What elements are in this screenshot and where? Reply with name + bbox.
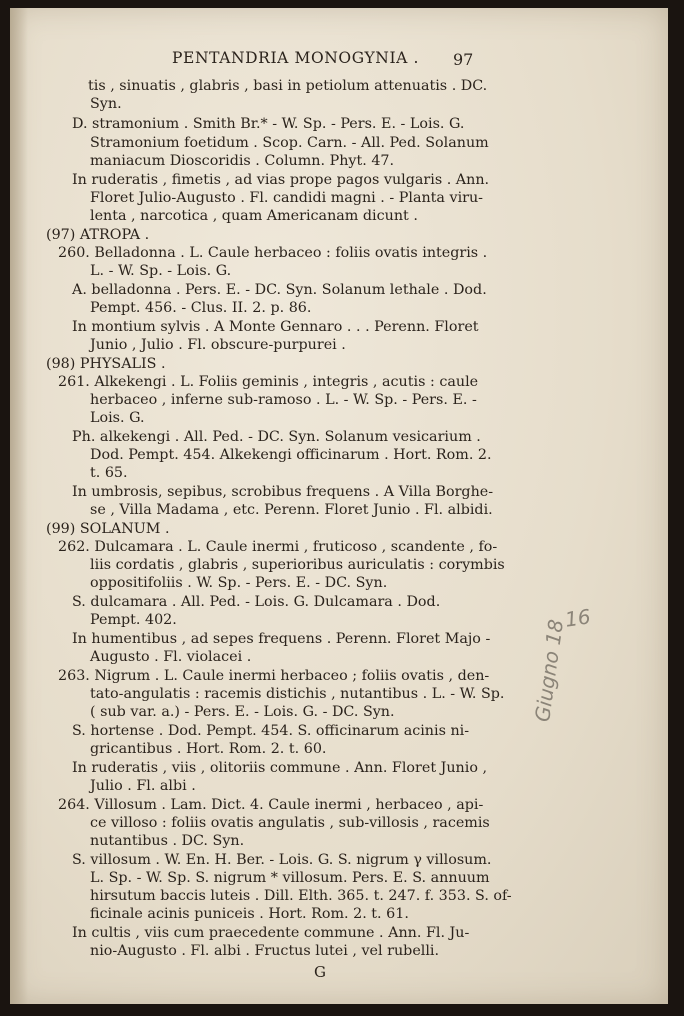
species-entry: 261. Alkekengi . L. Foliis geminis , integris , acutis : caule <box>58 374 479 390</box>
text-line: hirsutum baccis luteis . Dill. Elth. 365. t. 247. f. 353. S. of- <box>90 888 512 904</box>
text-line: Lois. G. <box>90 410 145 426</box>
text-line: Augusto . Fl. violacei . <box>90 649 252 665</box>
handwritten-margin-number: 16 <box>563 604 592 632</box>
handwritten-margin-note: Giugno 18 <box>530 617 569 724</box>
text-line: L. Sp. - W. Sp. S. nigrum * villosum. Pers. E. S. annuum <box>90 870 490 886</box>
species-entry: 262. Dulcamara . L. Caule inermi , fruticoso , scandente , fo- <box>58 539 498 555</box>
text-line: maniacum Dioscoridis . Column. Phyt. 47. <box>90 153 395 169</box>
text-line: nio-Augusto . Fl. albi . Fructus lutei , vel rubelli. <box>90 943 440 959</box>
text-line: In cultis , viis cum praecedente commune . Ann. Fl. Ju- <box>72 925 470 941</box>
text-line: S. hortense . Dod. Pempt. 454. S. officinarum acinis ni- <box>72 723 470 739</box>
species-entry: 260. Belladonna . L. Caule herbaceo : foliis ovatis integris . <box>58 245 488 261</box>
text-line: Pempt. 456. - Clus. II. 2. p. 86. <box>90 300 312 316</box>
text-line: S. villosum . W. En. H. Ber. - Lois. G. S. nigrum γ villosum. <box>72 852 492 868</box>
text-line: Floret Julio-Augusto . Fl. candidi magni . - Planta viru- <box>90 190 484 206</box>
text-line: ce villoso : foliis ovatis angulatis , sub-villosis , racemis <box>90 815 490 831</box>
text-line: In humentibus , ad sepes frequens . Perenn. Floret Majo - <box>72 631 491 647</box>
text-line: Syn. <box>90 96 122 112</box>
text-line: A. belladonna . Pers. E. - DC. Syn. Solanum lethale . Dod. <box>72 282 487 298</box>
text-line: lenta , narcotica , quam Americanam dicunt . <box>90 208 418 224</box>
text-line: Ph. alkekengi . All. Ped. - DC. Syn. Solanum vesicarium . <box>72 429 481 445</box>
species-entry: 263. Nigrum . L. Caule inermi herbaceo ; foliis ovatis , den- <box>58 668 490 684</box>
text-line: Junio , Julio . Fl. obscure-purpurei . <box>90 337 346 353</box>
text-line: nutantibus . DC. Syn. <box>90 833 245 849</box>
text-line: S. dulcamara . All. Ped. - Lois. G. Dulcamara . Dod. <box>72 594 441 610</box>
genus-heading: (99) SOLANUM . <box>46 521 170 537</box>
page-number: 97 <box>453 50 474 69</box>
text-line: liis cordatis , glabris , superioribus auriculatis : corymbis <box>90 557 505 573</box>
page-text <box>10 8 668 1004</box>
text-line: In ruderatis , fimetis , ad vias prope pagos vulgaris . Ann. <box>72 172 490 188</box>
genus-heading: (98) PHYSALIS . <box>46 356 166 372</box>
text-line: In umbrosis, sepibus, scrobibus frequens . A Villa Borghe- <box>72 484 494 500</box>
text-line: tato-angulatis : racemis distichis , nutantibus . L. - W. Sp. <box>90 686 505 702</box>
text-line: ( sub var. a.) - Pers. E. - Lois. G. - DC. Syn. <box>90 704 395 720</box>
text-line: Dod. Pempt. 454. Alkekengi officinarum . Hort. Rom. 2. <box>90 447 492 463</box>
text-line: L. - W. Sp. - Lois. G. <box>90 263 232 279</box>
text-line: se , Villa Madama , etc. Perenn. Floret Junio . Fl. albidi. <box>90 502 493 518</box>
text-line: Julio . Fl. albi . <box>90 778 196 794</box>
text-line: In montium sylvis . A Monte Gennaro . . . Perenn. Floret <box>72 319 479 335</box>
genus-heading: (97) ATROPA . <box>46 227 150 243</box>
text-line: ficinale acinis puniceis . Hort. Rom. 2. t. 61. <box>90 906 409 922</box>
text-line: D. stramonium . Smith Br.* - W. Sp. - Pers. E. - Lois. G. <box>72 116 465 132</box>
text-line: herbaceo , inferne sub-ramoso . L. - W. Sp. - Pers. E. - <box>90 392 477 408</box>
species-entry: 264. Villosum . Lam. Dict. 4. Caule inermi , herbaceo , api- <box>58 797 484 813</box>
text-line: gricantibus . Hort. Rom. 2. t. 60. <box>90 741 327 757</box>
text-line: t. 65. <box>90 465 128 481</box>
signature-mark: G <box>314 963 326 981</box>
text-line: Pempt. 402. <box>90 612 177 628</box>
running-header: PENTANDRIA MONOGYNIA . <box>172 49 420 67</box>
text-line: tis , sinuatis , glabris , basi in petiolum attenuatis . DC. <box>88 78 488 94</box>
text-line: In ruderatis , viis , olitoriis commune . Ann. Floret Junio , <box>72 760 488 776</box>
book-page <box>10 8 668 1004</box>
text-line: Stramonium foetidum . Scop. Carn. - All. Ped. Solanum <box>90 135 489 151</box>
text-line: oppositifoliis . W. Sp. - Pers. E. - DC. Syn. <box>90 575 388 591</box>
